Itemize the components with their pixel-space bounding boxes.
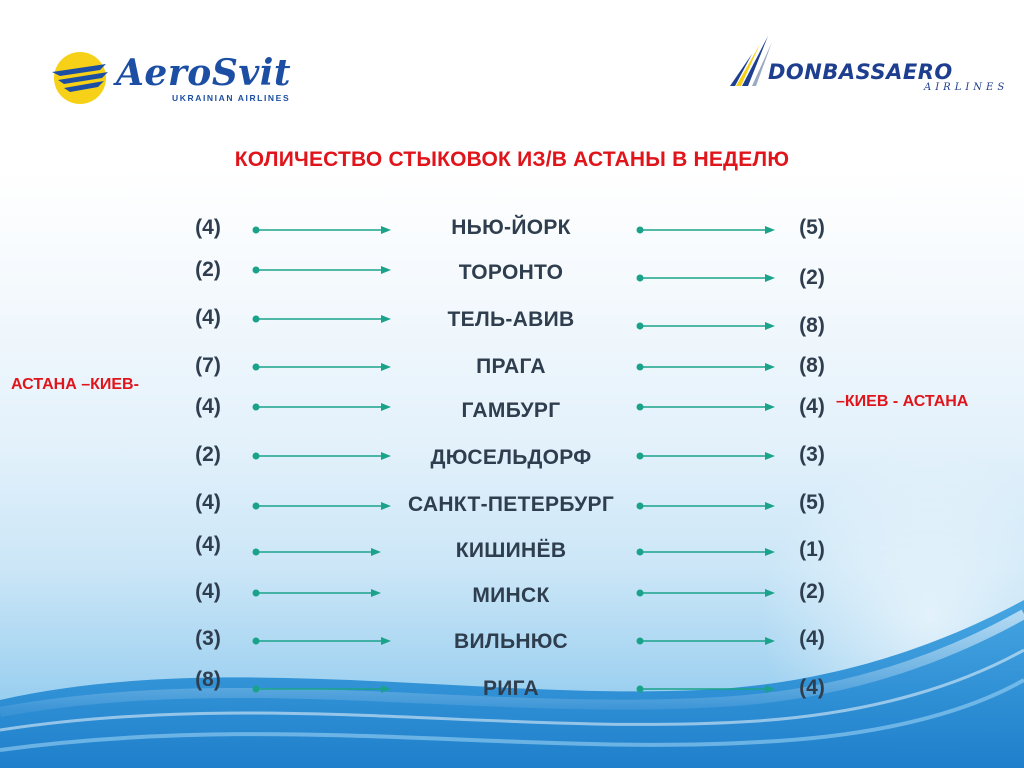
arrow-right-icon [634, 682, 779, 696]
arrow-right-icon [250, 682, 395, 696]
city-name: САНКТ-ПЕТЕРБУРГ [407, 493, 615, 516]
outbound-count: (4) [195, 306, 221, 329]
inbound-count: (4) [799, 627, 825, 650]
arrow-right-icon [634, 586, 779, 600]
arrow-right-icon [250, 634, 395, 648]
arrow-right-icon [250, 586, 385, 600]
left-route-label: АСТАНА –КИЕВ- [11, 376, 139, 393]
right-route-label: –КИЕВ - АСТАНА [836, 393, 969, 410]
aerosvit-wordmark: AeroSvit [116, 52, 292, 94]
inbound-count: (2) [799, 580, 825, 603]
arrow-right-icon [634, 223, 779, 237]
city-name: ВИЛЬНЮС [454, 630, 568, 653]
outbound-count: (3) [195, 627, 221, 650]
donbassaero-wordmark: DONBASSAERO [768, 60, 953, 84]
arrow-right-icon [634, 634, 779, 648]
inbound-count: (1) [799, 538, 825, 561]
arrow-right-icon [634, 400, 779, 414]
inbound-count: (4) [799, 395, 825, 418]
arrow-right-icon [250, 499, 395, 513]
arrow-right-icon [634, 449, 779, 463]
outbound-count: (4) [195, 580, 221, 603]
outbound-count: (4) [195, 533, 221, 556]
arrow-right-icon [250, 400, 395, 414]
arrow-right-icon [634, 319, 779, 333]
outbound-count: (4) [195, 491, 221, 514]
city-name: ДЮСЕЛЬДОРФ [430, 446, 592, 469]
inbound-count: (8) [799, 314, 825, 337]
outbound-count: (7) [195, 354, 221, 377]
outbound-count: (2) [195, 258, 221, 281]
arrow-right-icon [250, 360, 395, 374]
arrow-right-icon [250, 263, 395, 277]
arrow-right-icon [634, 360, 779, 374]
arrow-right-icon [250, 312, 395, 326]
city-name: РИГА [482, 677, 540, 700]
inbound-count: (5) [799, 491, 825, 514]
arrow-right-icon [634, 271, 779, 285]
inbound-count: (8) [799, 354, 825, 377]
city-name: КИШИНЁВ [455, 539, 567, 562]
arrow-right-icon [250, 545, 385, 559]
city-name: ТОРОНТО [458, 261, 564, 284]
city-name: ГАМБУРГ [461, 399, 561, 422]
city-name: НЬЮ-ЙОРК [451, 216, 571, 239]
outbound-count: (2) [195, 443, 221, 466]
inbound-count: (4) [799, 676, 825, 699]
arrow-right-icon [634, 545, 779, 559]
city-name: ТЕЛЬ-АВИВ [447, 308, 575, 331]
outbound-count: (4) [195, 395, 221, 418]
outbound-count: (8) [195, 668, 221, 691]
inbound-count: (5) [799, 216, 825, 239]
page-title: КОЛИЧЕСТВО СТЫКОВОК ИЗ/В АСТАНЫ В НЕДЕЛЮ [234, 148, 790, 171]
inbound-count: (2) [799, 266, 825, 289]
donbassaero-subtitle: AIRLINES [924, 82, 1009, 93]
aerosvit-subtitle: UKRAINIAN AIRLINES [172, 93, 291, 103]
arrow-right-icon [250, 223, 395, 237]
inbound-count: (3) [799, 443, 825, 466]
city-name: МИНСК [472, 584, 550, 607]
outbound-count: (4) [195, 216, 221, 239]
arrow-right-icon [250, 449, 395, 463]
arrow-right-icon [634, 499, 779, 513]
city-name: ПРАГА [476, 355, 546, 378]
